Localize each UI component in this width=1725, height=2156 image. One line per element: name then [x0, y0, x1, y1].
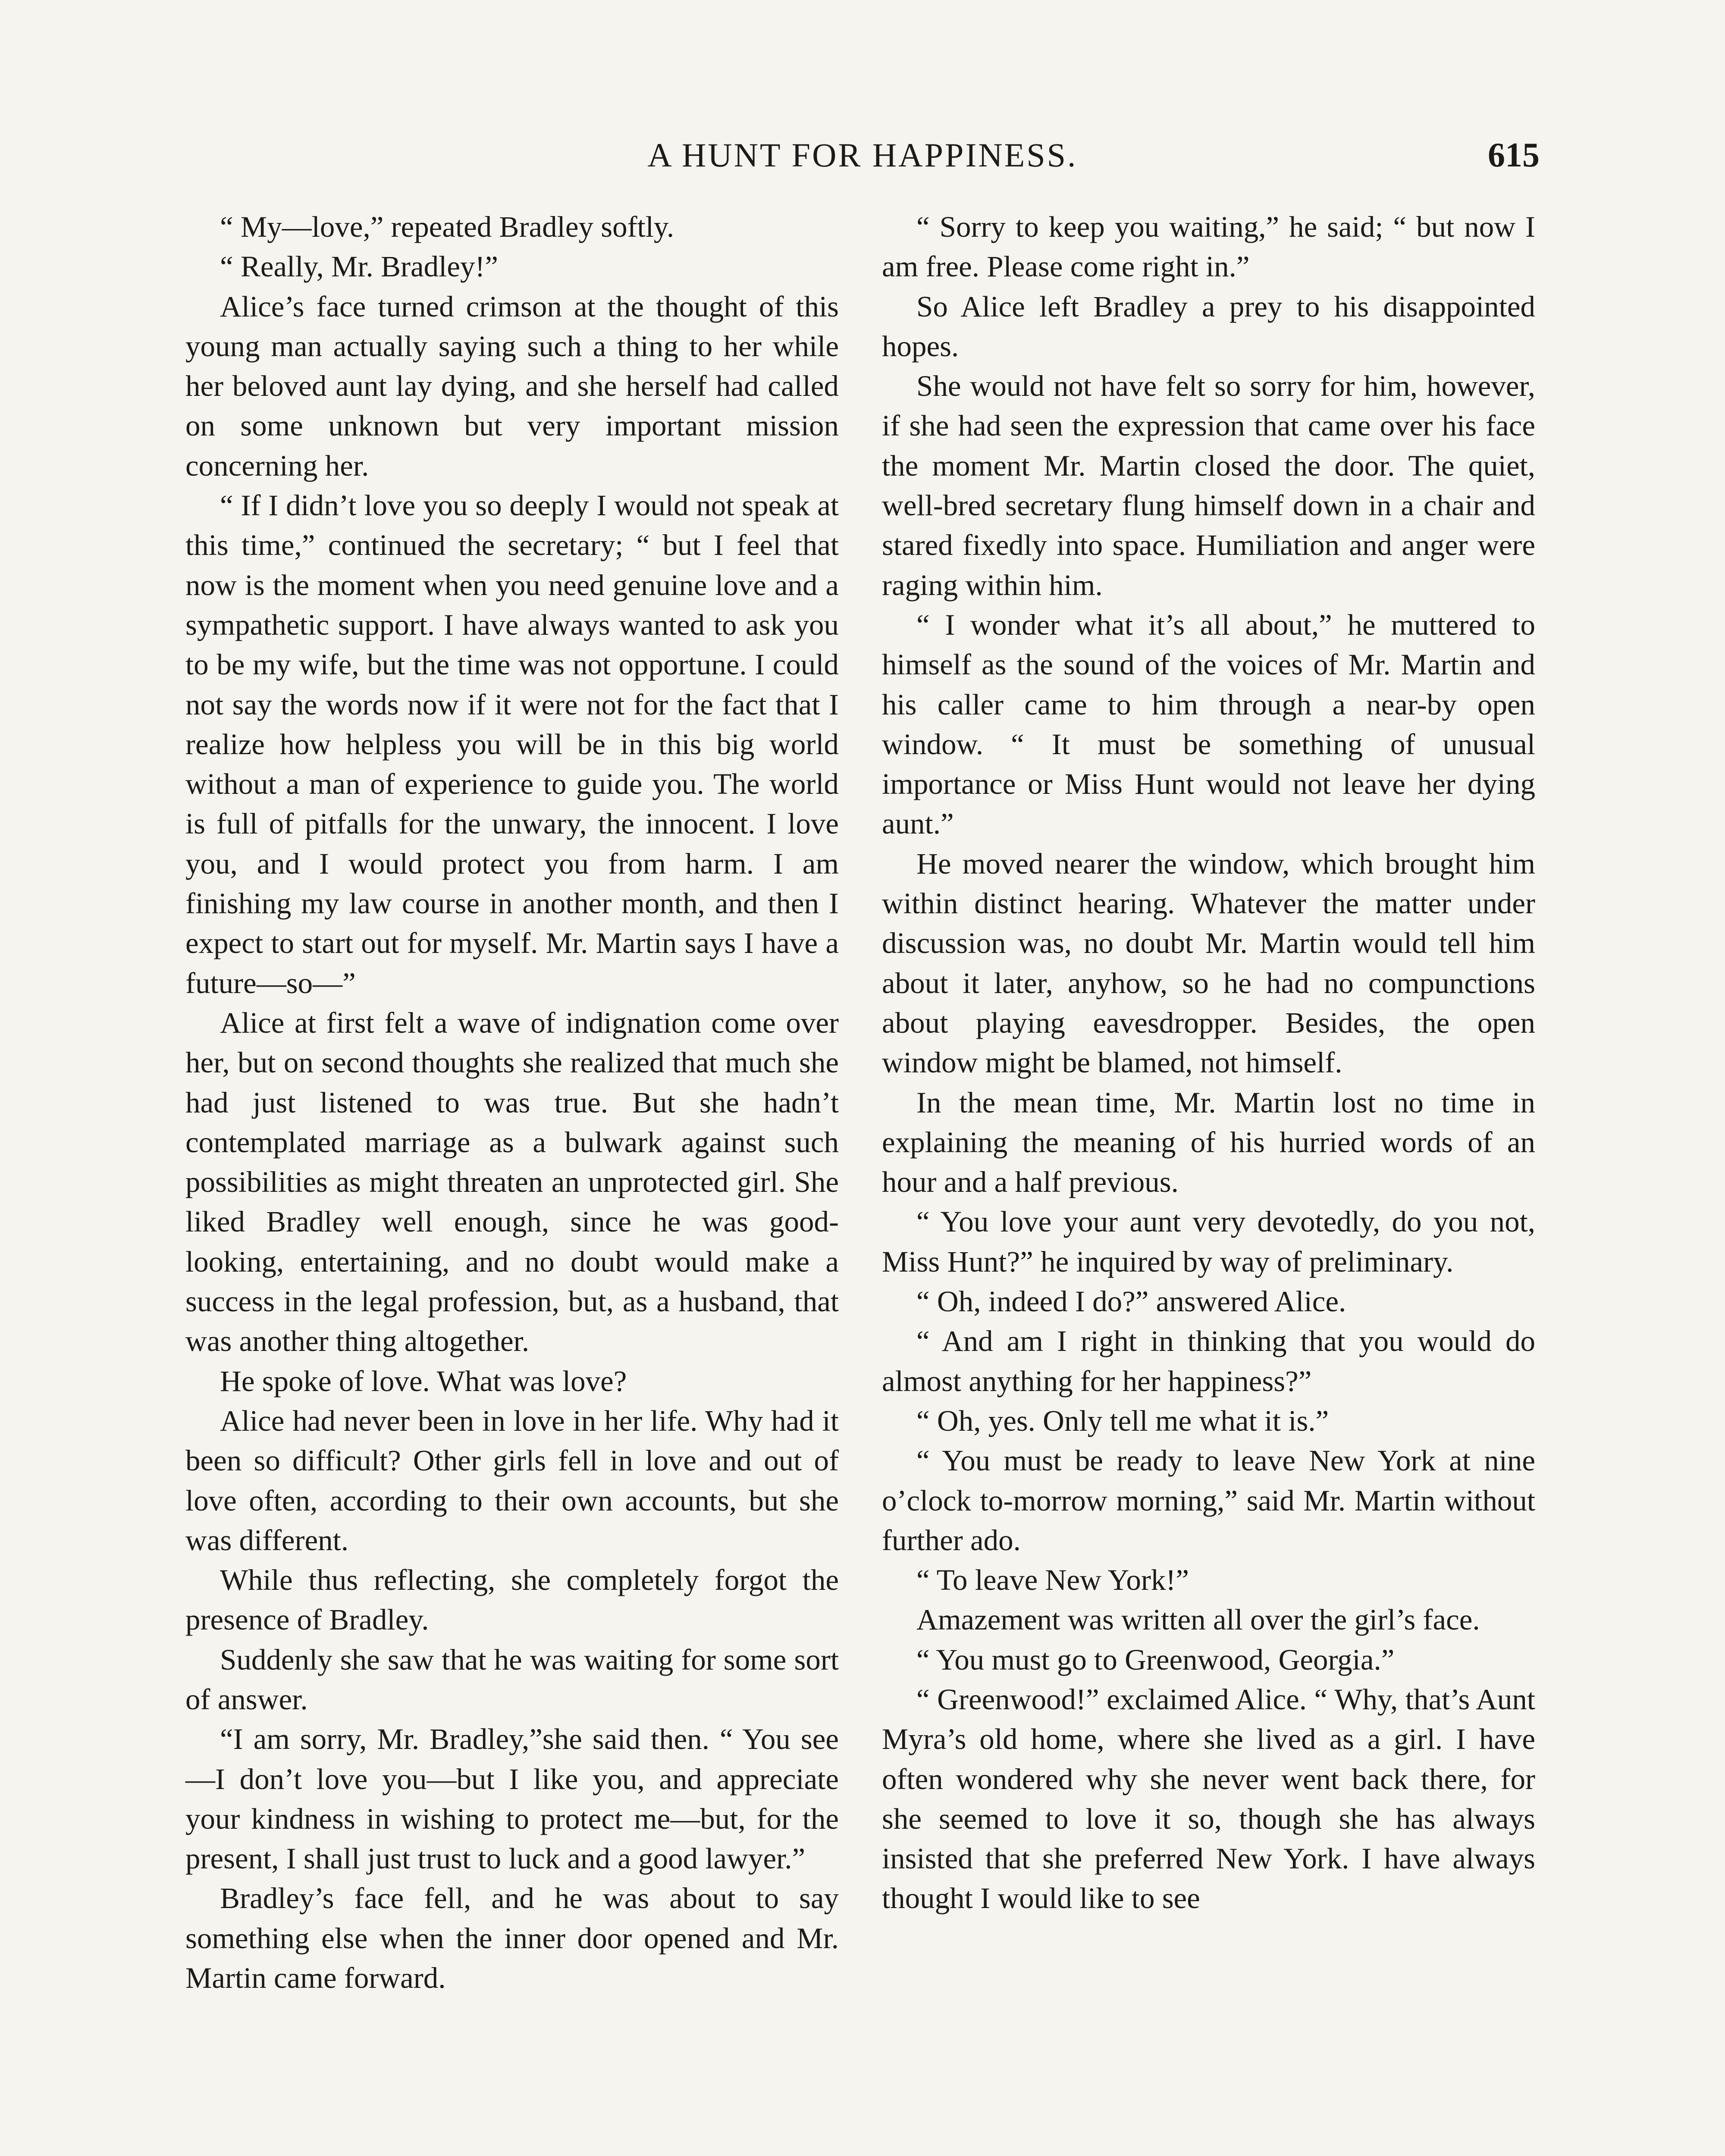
- paragraph: “ If I didn’t love you so deeply I would not speak at this time,” continued the secretary; “ but I feel that now is the moment when you need genuine love and a sympathetic support. I have always wanted to ask you to be my wife, but the time was not opportune. I could not say the words now if it were not for the fact that I realize how helpless you will be in this big world without a man of experience to guide you. The world is full of pitfalls for the unwary, the innocent. I love you, and I would protect you from harm. I am finishing my law course in another month, and then I expect to start out for myself. Mr. Martin says I have a future—so—”: [185, 489, 839, 1000]
- left-column: [185, 207, 839, 1998]
- paragraph: Alice’s face turned crimson at the thought of this young man actually saying such a thing to her while her beloved aunt lay dying, and she herself had called on some unknown but very important mission concerning her.: [185, 290, 839, 482]
- paragraph: Amazement was written all over the girl’s face.: [916, 1603, 1480, 1636]
- paragraph: “ I wonder what it’s all about,” he muttered to himself as the sound of the voices of Mr. Martin and his caller came to him through a near-by open window. “ It must be something of unusual importance or Miss Hunt would not leave her dying aunt.”: [882, 608, 1535, 840]
- paragraph: While thus reflecting, she completely forgot the presence of Bradley.: [185, 1564, 839, 1636]
- paragraph: She would not have felt so sorry for him, however, if she had seen the expression that came over his face the moment Mr. Martin closed the door. The quiet, well-bred secretary flung himself down in a chair and stared fixedly into space. Humiliation and anger were raging within him.: [882, 370, 1535, 602]
- paragraph: He spoke of love. What was love?: [220, 1364, 627, 1398]
- paragraph: “ And am I right in thinking that you would do almost anything for her happiness?”: [882, 1325, 1535, 1398]
- running-title: A HUNT FOR HAPPINESS.: [647, 136, 1078, 174]
- paragraph: “ Sorry to keep you waiting,” he said; “ but now I am free. Please come right in.”: [882, 210, 1535, 283]
- paragraph: “ You must go to Greenwood, Georgia.”: [916, 1643, 1395, 1676]
- right-column: [882, 207, 1535, 1918]
- paragraph: Bradley’s face fell, and he was about to say something else when the inner door opened and Mr. Martin came forward.: [185, 1882, 839, 1995]
- page-number: 615: [1488, 136, 1540, 174]
- paragraph: “I am sorry, Mr. Bradley,”she said then. “ You see—I don’t love you—but I like you, and appreciate your kindness in wishing to protect me—but, for the present, I shall just trust to luck and a good lawyer.”: [185, 1723, 839, 1875]
- paragraph: “ You love your aunt very devotedly, do you not, Miss Hunt?” he inquired by way of preliminary.: [882, 1205, 1535, 1278]
- paragraph: In the mean time, Mr. Martin lost no time in explaining the meaning of his hurried words of an hour and a half previous.: [882, 1086, 1535, 1199]
- paragraph: “ You must be ready to leave New York at nine o’clock to-morrow morning,” said Mr. Martin without further ado.: [882, 1444, 1535, 1557]
- paragraph: “ Oh, yes. Only tell me what it is.”: [916, 1404, 1329, 1437]
- paragraph: So Alice left Bradley a prey to his disappointed hopes.: [882, 290, 1535, 363]
- page-header: [185, 129, 1540, 181]
- paragraph: Alice had never been in love in her life. Why had it been so difficult? Other girls fell in love and out of love often, according to their own accounts, but she was different.: [185, 1404, 839, 1557]
- paragraph: “ Greenwood!” exclaimed Alice. “ Why, that’s Aunt Myra’s old home, where she lived as a girl. I have often wondered why she never went back there, for she seemed to love it so, though she has always insisted that she preferred New York. I have always thought I would like to see: [882, 1683, 1535, 1915]
- paragraph: “ Really, Mr. Bradley!”: [220, 250, 499, 283]
- paragraph: “ To leave New York!”: [916, 1564, 1189, 1597]
- paragraph: He moved nearer the window, which brought him within distinct hearing. Whatever the matter under discussion was, no doubt Mr. Martin would tell him about it later, anyhow, so he had no compunctions about playing eavesdropper. Besides, the open window might be blamed, not himself.: [882, 847, 1535, 1079]
- paragraph: “ Oh, indeed I do?” answered Alice.: [916, 1285, 1346, 1318]
- paragraph: Alice at first felt a wave of indignation come over her, but on second thoughts she realized that much she had just listened to was true. But she hadn’t contemplated marriage as a bulwark against such possibilities as might threaten an unprotected girl. She liked Bradley well enough, since he was good-looking, entertaining, and no doubt would make a success in the legal profession, but, as a husband, that was another thing altogether.: [185, 1006, 839, 1358]
- paragraph: “ My—love,” repeated Bradley softly.: [220, 210, 674, 243]
- paragraph: Suddenly she saw that he was waiting for some sort of answer.: [185, 1643, 839, 1716]
